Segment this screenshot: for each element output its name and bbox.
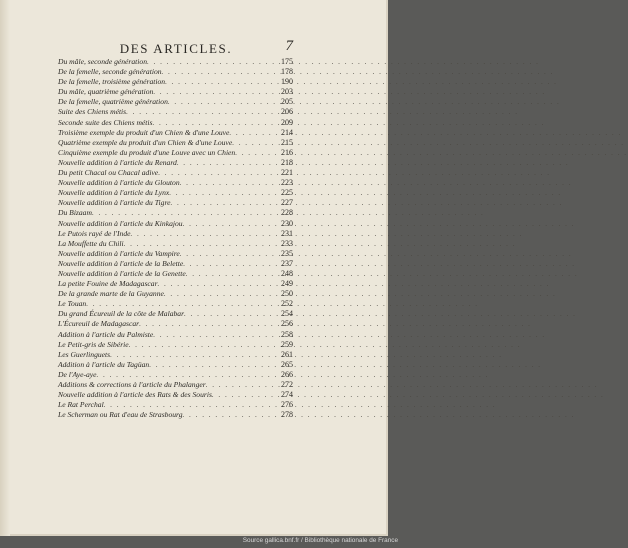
toc-entry <box>58 309 293 319</box>
dot-leader <box>129 340 273 350</box>
toc-entry-title: Le Petit-gris de Sibérie <box>58 339 129 349</box>
toc-entry <box>58 118 293 128</box>
table-of-contents <box>58 57 293 420</box>
toc-entry-page: 266 <box>281 369 293 379</box>
dot-leader <box>183 410 273 420</box>
toc-entry <box>58 128 293 138</box>
toc-entry <box>58 198 293 208</box>
toc-entry-title: Du mâle, quatrième génération <box>58 87 154 97</box>
toc-entry-title: Nouvelle addition à l'article du Lynx <box>58 188 170 198</box>
toc-entry-page: 258 <box>281 329 293 339</box>
toc-entry-page: 231 <box>281 228 293 238</box>
toc-entry-title: De l'Aye-aye <box>58 369 97 379</box>
page-number: 7 <box>285 38 293 54</box>
toc-entry-title: Du Bizaam <box>58 208 92 218</box>
toc-entry <box>58 158 293 168</box>
dot-leader <box>149 360 273 370</box>
dot-leader <box>184 309 273 319</box>
toc-entry <box>58 259 293 269</box>
toc-entry <box>58 319 293 329</box>
toc-entry-title: Du petit Chacal ou Chacal adive <box>58 168 159 178</box>
toc-entry-page: 265 <box>281 359 293 369</box>
dot-leader <box>158 168 273 178</box>
toc-entry-title: Le Scherman ou Rat d'eau de Strasbourg <box>58 410 183 420</box>
toc-entry <box>58 289 293 299</box>
toc-entry-title: Nouvelle addition à l'article du Vampire <box>58 248 180 258</box>
toc-entry-title: Addition à l'article du Palmiste <box>58 329 154 339</box>
toc-entry-title: L'Écureuil de Madagascar <box>58 319 140 329</box>
dot-leader <box>168 97 273 107</box>
toc-entry-page: 256 <box>281 319 293 329</box>
dot-leader <box>92 208 273 218</box>
toc-entry-title: Suite des Chiens métis <box>58 107 127 117</box>
toc-entry-page: 230 <box>281 218 293 228</box>
toc-entry-page: 175 <box>281 57 293 66</box>
toc-entry-page: 254 <box>281 309 293 319</box>
toc-entry <box>58 67 293 77</box>
dot-leader <box>186 269 273 279</box>
dot-leader <box>126 107 273 117</box>
toc-entry <box>58 77 293 87</box>
toc-entry-page: 203 <box>281 87 293 97</box>
toc-entry-title: Nouvelle addition à l'article du Kinkajou <box>58 218 183 228</box>
dot-leader <box>162 67 273 77</box>
toc-entry <box>58 360 293 370</box>
dot-leader <box>183 219 273 229</box>
toc-entry <box>58 390 293 400</box>
dot-leader <box>165 77 273 87</box>
dot-leader <box>97 370 273 380</box>
toc-entry-title: Du grand Écureuil de la côte de Malabar <box>58 309 185 319</box>
toc-entry-title: Cinquième exemple du produit d'une Louve avec un Chien <box>58 147 236 157</box>
toc-entry-page: 249 <box>281 279 293 289</box>
toc-entry-page: 190 <box>281 77 293 87</box>
toc-entry-title: La petite Fouine de Madagascar <box>58 279 158 289</box>
dot-leader <box>235 148 273 158</box>
toc-entry-page: 261 <box>281 349 293 359</box>
dot-leader <box>183 259 273 269</box>
toc-entry <box>58 340 293 350</box>
toc-entry <box>58 239 293 249</box>
toc-entry-page: 259 <box>281 339 293 349</box>
toc-entry-title: Nouvelle addition à l'article du Tigre <box>58 198 171 208</box>
toc-entry <box>58 188 293 198</box>
toc-entry-page: 276 <box>281 400 293 410</box>
toc-entry-page: 272 <box>281 380 293 389</box>
dot-leader <box>147 57 273 67</box>
toc-entry-page: 209 <box>281 117 293 127</box>
toc-entry-page: 227 <box>281 198 293 208</box>
toc-entry-title: Troisième exemple du produit d'un Chien & d'une Louve <box>58 127 230 137</box>
toc-entry-page: 216 <box>281 147 293 157</box>
toc-entry-page: 221 <box>281 168 293 178</box>
toc-entry-page: 248 <box>281 268 293 278</box>
source-credit: Source gallica.bnf.fr / Bibliothèque nationale de France <box>242 537 398 544</box>
toc-entry <box>58 350 293 360</box>
toc-entry-page: 215 <box>281 137 293 147</box>
dot-leader <box>152 118 273 128</box>
toc-entry-page: 223 <box>281 178 293 188</box>
toc-entry-page: 206 <box>281 107 293 117</box>
toc-entry-title: Nouvelle addition à l'article de la Genette <box>58 268 186 278</box>
dot-leader <box>177 158 273 168</box>
toc-entry <box>58 299 293 309</box>
toc-entry <box>58 330 293 340</box>
toc-entry-page: 250 <box>281 289 293 299</box>
toc-entry-title: Nouvelle addition à l'article de la Belette <box>58 258 184 268</box>
dot-leader <box>212 390 273 400</box>
dot-leader <box>180 249 273 259</box>
toc-entry <box>58 148 293 158</box>
toc-entry-page: 274 <box>281 390 293 400</box>
dot-leader <box>124 239 273 249</box>
toc-entry-title: Le Touan <box>58 299 87 309</box>
toc-entry <box>58 138 293 148</box>
page-header: DES ARTICLES. <box>119 41 233 56</box>
toc-entry <box>58 168 293 178</box>
toc-entry-title: Le Rat Perchal <box>58 400 104 410</box>
toc-entry-title: Le Putois rayé de l'Inde <box>58 228 131 238</box>
toc-entry-page: 233 <box>281 238 293 248</box>
toc-entry-page: 252 <box>281 299 293 309</box>
toc-entry-title: Nouvelle addition à l'article du Glouton <box>58 178 180 188</box>
toc-entry-title: La Mouffette du Chili <box>58 238 124 248</box>
toc-entry <box>58 249 293 259</box>
toc-entry <box>58 229 293 239</box>
toc-entry <box>58 279 293 289</box>
toc-entry-page: 225 <box>281 188 293 198</box>
toc-entry-page: 278 <box>281 410 293 420</box>
dot-leader <box>180 178 273 188</box>
toc-entry-page: 205 <box>281 97 293 107</box>
toc-entry-title: Du mâle, seconde génération <box>58 57 147 66</box>
dot-leader <box>158 279 273 289</box>
toc-entry-title: De la femelle, seconde génération <box>58 67 162 77</box>
dot-leader <box>153 330 273 340</box>
dot-leader <box>169 188 273 198</box>
page-gutter <box>0 0 10 536</box>
dot-leader <box>104 400 273 410</box>
toc-entry-title: Les Guerlinguets <box>58 349 111 359</box>
toc-entry <box>58 178 293 188</box>
toc-entry <box>58 370 293 380</box>
toc-entry-title: De la grande marte de la Guyanne <box>58 289 164 299</box>
toc-entry <box>58 410 293 420</box>
toc-entry <box>58 219 293 229</box>
toc-entry <box>58 87 293 97</box>
dot-leader <box>229 128 273 138</box>
toc-entry <box>58 107 293 117</box>
toc-entry-title: Seconde suite des Chiens métis <box>58 117 153 127</box>
toc-entry-title: De la femelle, quatrième génération <box>58 97 168 107</box>
dot-leader <box>206 380 273 390</box>
toc-entry-page: 237 <box>281 258 293 268</box>
dot-leader <box>164 289 273 299</box>
toc-entry-title: Quatrième exemple du produit d'un Chien & d'une Louve <box>58 137 233 147</box>
toc-entry <box>58 57 293 67</box>
toc-entry-title: Nouvelle addition à l'article du Renard <box>58 157 177 167</box>
dot-leader <box>232 138 273 148</box>
toc-entry-title: Addition à l'article du Tagüan <box>58 359 150 369</box>
dot-leader <box>86 299 273 309</box>
toc-entry-page: 235 <box>281 248 293 258</box>
toc-entry <box>58 97 293 107</box>
toc-entry-title: De la femelle, troisième génération <box>58 77 166 87</box>
toc-entry-page: 218 <box>281 157 293 167</box>
dot-leader <box>130 229 273 239</box>
toc-entry <box>58 400 293 410</box>
toc-entry-page: 228 <box>281 208 293 218</box>
toc-entry <box>58 269 293 279</box>
toc-entry <box>58 380 293 390</box>
toc-entry-page: 214 <box>281 127 293 137</box>
dot-leader <box>110 350 273 360</box>
toc-entry-page: 178 <box>281 67 293 77</box>
dot-leader <box>153 87 273 97</box>
toc-entry-title: Additions & corrections à l'article du Phalanger <box>58 380 206 389</box>
toc-entry-title: Nouvelle addition à l'article des Rats & des Souris <box>58 390 212 400</box>
toc-entry <box>58 208 293 218</box>
dot-leader <box>171 198 274 208</box>
dot-leader <box>139 319 273 329</box>
